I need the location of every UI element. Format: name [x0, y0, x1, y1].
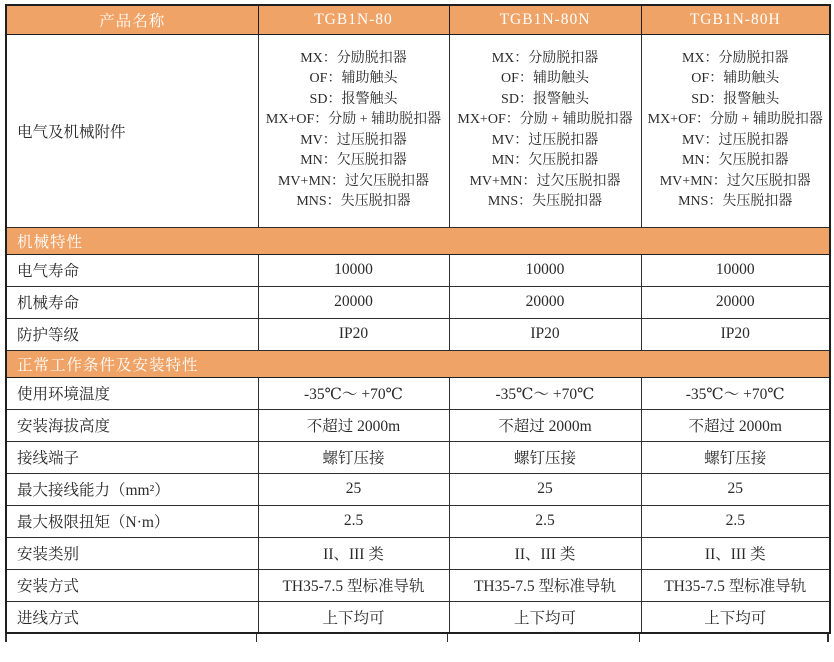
row-label: 进线方式: [6, 601, 258, 633]
cell-value: 2.5: [258, 505, 449, 537]
column-border-stub: [5, 634, 7, 642]
column-border-stub: [447, 634, 448, 642]
cell-value: 上下均可: [449, 601, 641, 633]
accessory-line: MNS：失压脱扣器: [678, 194, 793, 209]
accessory-line: OF：辅助触头: [501, 71, 589, 86]
header-row: [6, 5, 830, 34]
table-row-ambient-temperature: [6, 377, 830, 409]
cell-value: 20000: [641, 286, 830, 318]
cell-value: 螺钉压接: [258, 441, 449, 473]
table-row-wiring-terminal: [6, 441, 830, 473]
accessories-cell-col3: [641, 34, 830, 227]
cell-value: 25: [449, 473, 641, 505]
accessory-line: MX：分励脱扣器: [681, 50, 789, 66]
accessory-line: MV：过压脱扣器: [491, 132, 599, 148]
row-label: 最大极限扭矩（N·m）: [6, 505, 258, 537]
cell-value: 上下均可: [641, 601, 830, 633]
cell-value: 不超过 2000m: [258, 409, 449, 441]
table-row-line-entry: [6, 601, 830, 633]
accessory-line: MN：欠压脱扣器: [491, 153, 599, 168]
cell-value: 10000: [449, 254, 641, 286]
accessory-line: SD：报警触头: [501, 91, 589, 107]
cell-value: -35℃～ +70℃: [641, 377, 830, 409]
cell-value: 不超过 2000m: [449, 409, 641, 441]
accessory-line: OF：辅助触头: [691, 71, 780, 86]
accessory-line: MN：欠压脱扣器: [300, 153, 407, 168]
table-row-max-torque: [6, 505, 830, 537]
cell-value: TH35-7.5 型标准导轨: [449, 569, 641, 601]
cell-value: 20000: [449, 286, 641, 318]
row-label: 电气寿命: [6, 254, 258, 286]
cell-value: IP20: [449, 318, 641, 350]
cell-value: -35℃～ +70℃: [449, 377, 641, 409]
accessory-line: MV+MN：过欠压脱扣器: [277, 173, 429, 189]
row-label: 最大接线能力（mm²）: [6, 473, 258, 505]
cell-value: 10000: [258, 254, 449, 286]
section-title: 正常工作条件及安装特性: [6, 350, 830, 377]
table-row-max-wire-capacity: [6, 473, 830, 505]
accessory-line: MV：过压脱扣器: [300, 132, 407, 148]
cell-value: 2.5: [641, 505, 830, 537]
table-row-electrical-life: [6, 254, 830, 286]
cell-value: 螺钉压接: [641, 441, 830, 473]
cell-value: IP20: [641, 318, 830, 350]
cell-value: 25: [258, 473, 449, 505]
accessory-line: SD：报警触头: [309, 91, 398, 107]
accessory-line: MV：过压脱扣器: [681, 132, 789, 148]
column-header-tgb1n-80: TGB1N-80: [258, 5, 449, 34]
accessory-line: MV+MN：过欠压脱扣器: [659, 173, 811, 189]
table-row-protection-rating: [6, 318, 830, 350]
row-label: 安装类别: [6, 537, 258, 569]
accessory-line: OF：辅助触头: [309, 71, 398, 86]
table-row-mounting-method: [6, 569, 830, 601]
cell-value: 25: [641, 473, 830, 505]
cell-value: II、III 类: [641, 537, 830, 569]
accessory-line: MX：分励脱扣器: [491, 50, 599, 66]
column-border-stub: [827, 634, 829, 642]
product-spec-table: [5, 4, 831, 634]
row-label: 安装方式: [6, 569, 258, 601]
table-row-installation-category: [6, 537, 830, 569]
table-row-mechanical-life: [6, 286, 830, 318]
accessories-row: [6, 34, 830, 227]
cell-value: -35℃～ +70℃: [258, 377, 449, 409]
cell-value: 2.5: [449, 505, 641, 537]
cell-value: 螺钉压接: [449, 441, 641, 473]
cell-value: 20000: [258, 286, 449, 318]
accessory-line: MN：欠压脱扣器: [681, 153, 789, 168]
cell-value: II、III 类: [449, 537, 641, 569]
row-label: 使用环境温度: [6, 377, 258, 409]
row-label: 防护等级: [6, 318, 258, 350]
section-bar-installation: [6, 350, 830, 377]
accessory-line: MX+OF：分励 + 辅助脱扣器: [647, 112, 823, 127]
column-border-stub: [639, 634, 640, 642]
accessories-list: [644, 49, 828, 213]
accessory-line: MX+OF：分励 + 辅助脱扣器: [265, 112, 442, 127]
accessory-line: SD：报警触头: [691, 91, 780, 107]
product-name-header: 产品名称: [6, 5, 258, 34]
cell-value: TH35-7.5 型标准导轨: [258, 569, 449, 601]
accessories-cell-col2: [449, 34, 641, 227]
cell-value: II、III 类: [258, 537, 449, 569]
accessories-list: [452, 49, 639, 213]
row-label: 机械寿命: [6, 286, 258, 318]
column-border-stub: [256, 634, 257, 642]
column-header-tgb1n-80h: TGB1N-80H: [641, 5, 830, 34]
accessory-line: MNS：失压脱扣器: [296, 194, 411, 209]
accessory-line: MV+MN：过欠压脱扣器: [469, 173, 621, 189]
cell-value: IP20: [258, 318, 449, 350]
cell-value: 上下均可: [258, 601, 449, 633]
cell-value: TH35-7.5 型标准导轨: [641, 569, 830, 601]
table-row-installation-altitude: [6, 409, 830, 441]
clipped-next-row: [5, 634, 829, 642]
row-label: 安装海拔高度: [6, 409, 258, 441]
cell-value: 不超过 2000m: [641, 409, 830, 441]
column-header-tgb1n-80n: TGB1N-80N: [449, 5, 641, 34]
cell-value: 10000: [641, 254, 830, 286]
section-title: 机械特性: [6, 227, 830, 254]
row-label: 接线端子: [6, 441, 258, 473]
accessory-line: MNS：失压脱扣器: [487, 194, 603, 209]
accessory-line: MX+OF：分励 + 辅助脱扣器: [457, 112, 633, 127]
accessories-cell-col1: [258, 34, 449, 227]
row-label-accessories: 电气及机械附件: [6, 34, 258, 227]
section-bar-mechanical: [6, 227, 830, 254]
accessory-line: MX：分励脱扣器: [300, 50, 407, 66]
accessories-list: [261, 49, 447, 213]
